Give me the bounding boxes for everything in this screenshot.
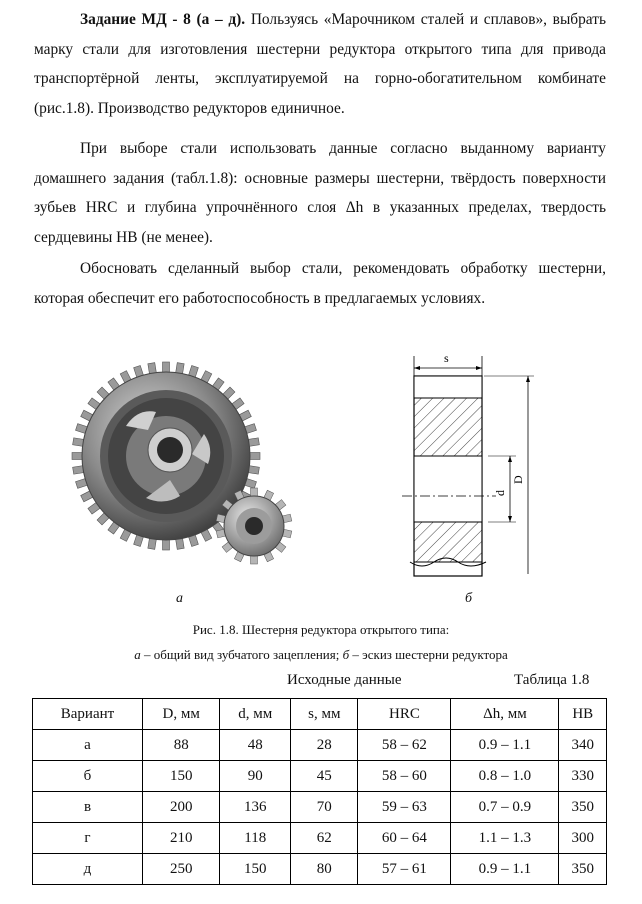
table-cell: 57 – 61 xyxy=(358,854,451,885)
table-cell: 150 xyxy=(220,854,291,885)
source-data-table xyxy=(32,698,607,885)
table-label: Таблица 1.8 xyxy=(514,672,590,688)
table-cell: 58 – 60 xyxy=(358,761,451,792)
table-row xyxy=(33,823,607,854)
table-cell: 90 xyxy=(220,761,291,792)
table-cell: 210 xyxy=(142,823,219,854)
task-paragraph-1-text: Пользуясь «Марочником сталей и сплавов», выбрать марку стали для изготовления шестерни редуктора открытого типа для привода транспортёрной ленты, эксплуатируемой на горно-обогатительном комбинате (рис.1.8). Производство редукторов единичное. xyxy=(34,11,606,117)
table-cell: а xyxy=(33,730,143,761)
col-header: s, мм xyxy=(291,699,358,730)
table-cell: 28 xyxy=(291,730,358,761)
dim-s-label: s xyxy=(444,351,449,365)
table-cell: д xyxy=(33,854,143,885)
task-paragraph-1 xyxy=(34,5,606,123)
gear-mesh-illustration xyxy=(66,356,298,580)
table-cell: 200 xyxy=(142,792,219,823)
task-paragraph-2: При выборе стали использовать данные согласно выданному варианту домашнего задания (табл.1.8): основные размеры шестерни, твёрдость поверхности зубьев HRC и глубина упрочнённого слоя Δh в указанных пределах, твердость сердцевины HB (не менее). xyxy=(34,140,606,246)
dim-d-label: d xyxy=(493,490,507,496)
col-header: d, мм xyxy=(220,699,291,730)
table-cell: 150 xyxy=(142,761,219,792)
table-heading: Исходные данные xyxy=(287,672,402,688)
table-cell: 70 xyxy=(291,792,358,823)
table-cell: 80 xyxy=(291,854,358,885)
table-cell: г xyxy=(33,823,143,854)
table-cell: 88 xyxy=(142,730,219,761)
col-header: D, мм xyxy=(142,699,219,730)
table-cell: 250 xyxy=(142,854,219,885)
table-cell: 350 xyxy=(559,854,607,885)
table-cell: 48 xyxy=(220,730,291,761)
figure-label-a: а xyxy=(176,591,183,606)
figure-label-b: б xyxy=(465,591,473,606)
table-cell: 62 xyxy=(291,823,358,854)
figure-caption-detail: а – общий вид зубчатого зацепления; б – эскиз шестерни редуктора xyxy=(134,647,508,662)
table-cell: 118 xyxy=(220,823,291,854)
table-header-row xyxy=(33,699,607,730)
col-header: Δh, мм xyxy=(451,699,559,730)
gear-sketch xyxy=(392,348,542,588)
table-cell: 0.9 – 1.1 xyxy=(451,854,559,885)
col-header: HB xyxy=(559,699,607,730)
table-cell: в xyxy=(33,792,143,823)
table-cell: 1.1 – 1.3 xyxy=(451,823,559,854)
task-heading: Задание МД - 8 (а – д). xyxy=(80,11,246,28)
table-cell: 340 xyxy=(559,730,607,761)
dim-D-label: D xyxy=(511,475,525,484)
table-cell: 330 xyxy=(559,761,607,792)
table-cell: 45 xyxy=(291,761,358,792)
figure-caption-title: Рис. 1.8. Шестерня редуктора открытого типа: xyxy=(192,622,450,637)
table-cell: б xyxy=(33,761,143,792)
table-cell: 136 xyxy=(220,792,291,823)
table-cell: 0.7 – 0.9 xyxy=(451,792,559,823)
table-cell: 60 – 64 xyxy=(358,823,451,854)
table-cell: 58 – 62 xyxy=(358,730,451,761)
task-paragraph-3: Обосновать сделанный выбор стали, рекомендовать обработку шестерни, которая обеспечит его работоспособность в предлагаемых условиях. xyxy=(34,260,606,307)
table-row xyxy=(33,854,607,885)
table-row xyxy=(33,730,607,761)
table-row xyxy=(33,792,607,823)
table-cell: 300 xyxy=(559,823,607,854)
col-header: Вариант xyxy=(33,699,143,730)
table-cell: 59 – 63 xyxy=(358,792,451,823)
table-cell: 0.8 – 1.0 xyxy=(451,761,559,792)
col-header: HRC xyxy=(358,699,451,730)
table-cell: 0.9 – 1.1 xyxy=(451,730,559,761)
table-cell: 350 xyxy=(559,792,607,823)
table-row xyxy=(33,761,607,792)
